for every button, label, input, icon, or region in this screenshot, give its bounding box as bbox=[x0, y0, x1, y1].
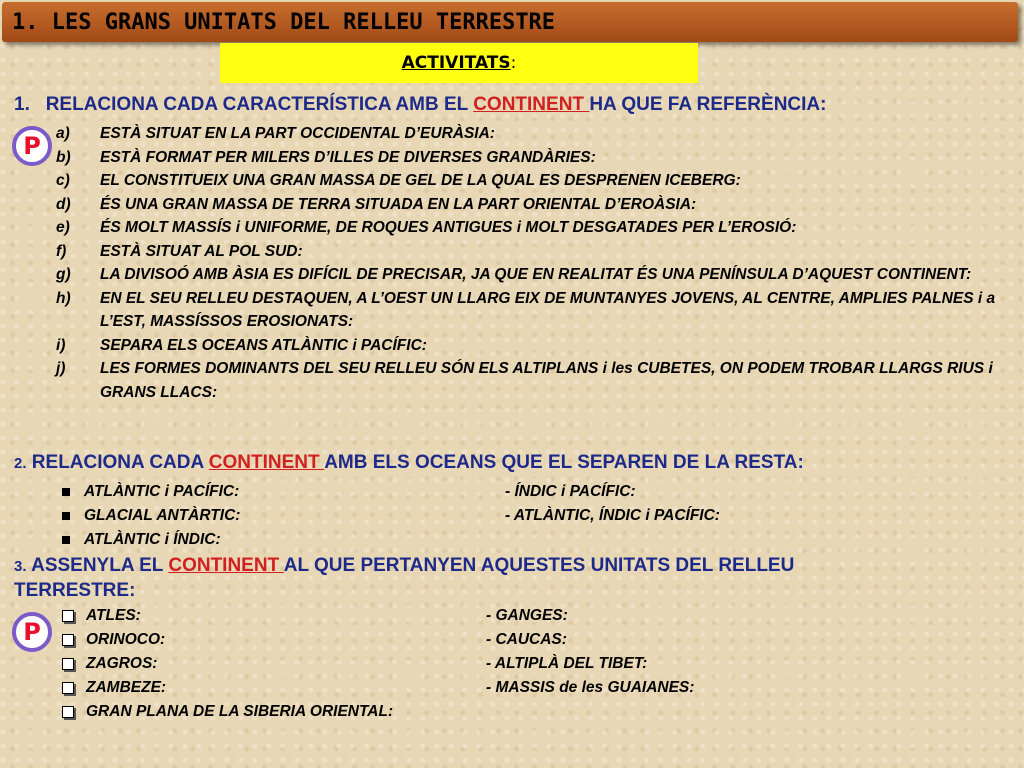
list-item: c) EL CONSTITUEIX UNA GRAN MASSA DE GEL DE LA QUAL ES DESPRENEN ICEBERG: bbox=[56, 172, 741, 189]
q3-left-item: GRAN PLANA DE LA SIBERIA ORIENTAL: bbox=[62, 703, 393, 721]
q3-left-item: ZAGROS: bbox=[62, 655, 157, 673]
list-item: g) LA DIVISOÓ AMB ÀSIA ES DIFÍCIL DE PRECISAR, JA QUE EN REALITAT ÉS UNA PENÍNSULA D’AQUEST CONTINENT: bbox=[56, 266, 972, 283]
q2-left-item: ATLÀNTIC i ÍNDIC: bbox=[62, 531, 221, 549]
q2-left-item: GLACIAL ANTÀRTIC: bbox=[62, 507, 240, 525]
list-item: e) ÉS MOLT MASSÍS i UNIFORME, DE ROQUES ANTIGUES i MOLT DESGATADES PER L’EROSIÓ: bbox=[56, 219, 797, 236]
q3-right-item: - ALTIPLÀ DEL TIBET: bbox=[486, 655, 648, 672]
q3-right-item: - MASSIS de les GUAIANES: bbox=[486, 679, 695, 696]
checkbox-icon bbox=[62, 634, 74, 646]
q3-left-item: ATLES: bbox=[62, 607, 141, 625]
question-2: 2. RELACIONA CADA CONTINENT AMB ELS OCEANS QUE EL SEPAREN DE LA RESTA: bbox=[14, 452, 804, 473]
list-item: a) ESTÀ SITUAT EN LA PART OCCIDENTAL D’EURÀSIA: bbox=[56, 125, 495, 142]
question-1: 1. RELACIONA CADA CARACTERÍSTICA AMB EL CONTINENT HA QUE FA REFERÈNCIA: bbox=[14, 94, 827, 115]
checkbox-icon bbox=[62, 682, 74, 694]
q1-list bbox=[56, 122, 1006, 404]
q2-left-item: ATLÀNTIC i PACÍFIC: bbox=[62, 483, 239, 501]
list-item: j) LES FORMES DOMINANTS DEL SEU RELLEU SÓN ELS ALTIPLANS i les CUBETES, ON PODEM TROBAR LLARGS RIUS i GRANS LLACS: bbox=[56, 360, 993, 401]
checkbox-icon bbox=[62, 610, 74, 622]
activitats-label: ACTIVITATS: bbox=[401, 53, 517, 73]
list-item: h) EN EL SEU RELLEU DESTAQUEN, A L’OEST UN LLARG EIX DE MUNTANYES JOVENS, AL CENTRE, AMPLIES PALNES i a L’EST, MASSÍSSOS EROSIONATS: bbox=[56, 289, 996, 330]
q3-right-item: - GANGES: bbox=[486, 607, 568, 624]
p-badge-icon: P bbox=[12, 612, 52, 652]
checkbox-icon bbox=[62, 706, 74, 718]
list-item: f) ESTÀ SITUAT AL POL SUD: bbox=[56, 242, 303, 260]
page-title: 1. LES GRANS UNITATS DEL RELLEU TERRESTRE bbox=[12, 9, 556, 35]
checkbox-icon bbox=[62, 658, 74, 670]
title-bar bbox=[2, 2, 1018, 42]
q3-left-item: ORINOCO: bbox=[62, 631, 165, 649]
list-item: i) SEPARA ELS OCEANS ATLÀNTIC i PACÍFIC: bbox=[56, 336, 427, 354]
p-badge-icon: P bbox=[12, 126, 52, 166]
question-3-line2: TERRESTRE: bbox=[14, 580, 136, 601]
q3-right-item: - CAUCAS: bbox=[486, 631, 567, 648]
question-3: 3. ASSENYLA EL CONTINENT AL QUE PERTANYEN AQUESTES UNITATS DEL RELLEU bbox=[14, 555, 795, 576]
list-item: d) ÉS UNA GRAN MASSA DE TERRA SITUADA EN LA PART ORIENTAL D’EROÀSIA: bbox=[56, 195, 697, 213]
activitats-banner bbox=[220, 43, 698, 83]
q2-right-item: - ÍNDIC i PACÍFIC: bbox=[505, 483, 636, 500]
q3-left-item: ZAMBEZE: bbox=[62, 679, 166, 697]
q2-right-item: - ATLÀNTIC, ÍNDIC i PACÍFIC: bbox=[505, 507, 720, 524]
list-item: b) ESTÀ FORMAT PER MILERS D’ILLES DE DIVERSES GRANDÀRIES: bbox=[56, 148, 596, 166]
